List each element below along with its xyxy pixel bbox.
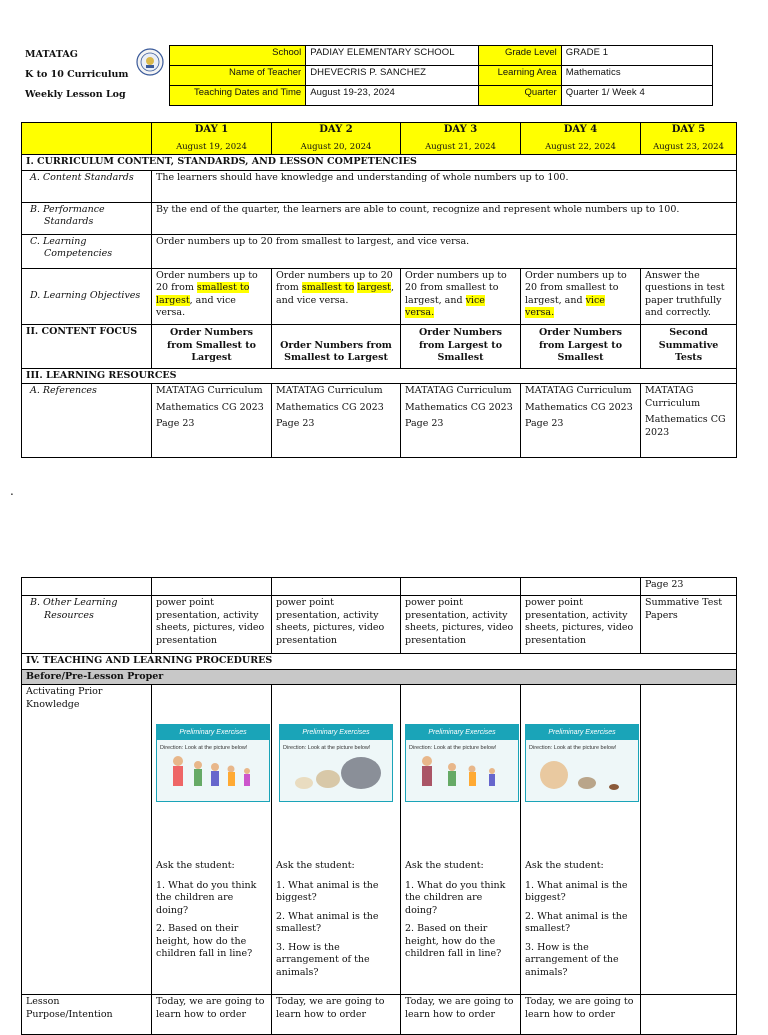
page-separator-dot: . bbox=[10, 484, 14, 498]
objective-day1: Order numbers up to 20 from smallest to largest, and vice versa. bbox=[152, 268, 272, 324]
teacher-value: DHEVECRIS P. SANCHEZ bbox=[306, 66, 479, 86]
quarter-label: Quarter bbox=[479, 86, 561, 106]
header-matatag: MATATAG bbox=[25, 49, 78, 61]
lesson-purpose-day3: Today, we are going to learn how to order bbox=[401, 995, 521, 1035]
section-before-lesson: Before/Pre-Lesson Proper bbox=[22, 669, 737, 685]
references-day4: MATATAG Curriculum Mathematics CG 2023 Page 23 bbox=[521, 384, 641, 458]
lesson-purpose-day5 bbox=[641, 995, 737, 1035]
children-illustration-2 bbox=[412, 751, 512, 795]
header-wll: Weekly Lesson Log bbox=[25, 89, 126, 101]
animals-illustration bbox=[286, 751, 386, 795]
lesson-purpose-day2: Today, we are going to learn how to order bbox=[272, 995, 401, 1035]
references-day5: MATATAG Curriculum Mathematics CG 2023 bbox=[641, 384, 737, 458]
activating-day2: Preliminary Exercises Direction: Look at the picture below! Ask the student: 1. What animal is the biggest? 2. What animal is the smallest? 3. How is the arrangement of the animals? bbox=[272, 685, 401, 995]
focus-day3: Order Numbers from Largest to Smallest bbox=[401, 324, 521, 368]
preliminary-exercise-image-animals-2: Preliminary Exercises Direction: Look at the picture below! bbox=[525, 724, 639, 802]
content-standards-label: A. Content Standards bbox=[22, 170, 152, 202]
learning-objectives-label: D. Learning Objectives bbox=[22, 268, 152, 324]
other-resources-label: B. Other Learning Resources bbox=[22, 596, 152, 654]
section-curriculum: I. CURRICULUM CONTENT, STANDARDS, AND LESSON COMPETENCIES bbox=[22, 155, 737, 171]
day1-header: DAY 1 August 19, 2024 bbox=[152, 123, 272, 155]
lesson-log-table-page2 bbox=[21, 577, 737, 1035]
teacher-label: Name of Teacher bbox=[169, 66, 306, 86]
preliminary-exercise-image-children: Preliminary Exercises Direction: Look at the picture below! bbox=[156, 724, 270, 802]
focus-day2: Order Numbers from Smallest to Largest bbox=[272, 324, 401, 368]
children-illustration bbox=[163, 751, 263, 795]
grade-value: GRADE 1 bbox=[561, 46, 712, 66]
animals-illustration-2 bbox=[532, 751, 632, 795]
day3-header: DAY 3 August 21, 2024 bbox=[401, 123, 521, 155]
grade-label: Grade Level bbox=[479, 46, 561, 66]
carry-cell-day4 bbox=[521, 578, 641, 596]
content-standards-value: The learners should have knowledge and understanding of whole numbers up to 100. bbox=[152, 170, 737, 202]
section-learning-resources: III. LEARNING RESOURCES bbox=[22, 368, 737, 384]
dates-value: August 19-23, 2024 bbox=[306, 86, 479, 106]
other-resources-day5: Summative Test Papers bbox=[641, 596, 737, 654]
learning-competencies-value: Order numbers up to 20 from smallest to largest, and vice versa. bbox=[152, 234, 737, 268]
objective-day4: Order numbers up to 20 from smallest to largest, and vice versa. bbox=[521, 268, 641, 324]
preliminary-exercise-image-children-2: Preliminary Exercises Direction: Look at the picture below! bbox=[405, 724, 519, 802]
objective-day5: Answer the questions in test paper truthfully and correctly. bbox=[641, 268, 737, 324]
references-day2: MATATAG Curriculum Mathematics CG 2023 Page 23 bbox=[272, 384, 401, 458]
performance-standards-value: By the end of the quarter, the learners are able to count, recognize and represent whole numbers up to 100. bbox=[152, 202, 737, 234]
lesson-log-table-page1 bbox=[21, 122, 737, 458]
school-value: PADIAY ELEMENTARY SCHOOL bbox=[306, 46, 479, 66]
performance-standards-label: B. Performance Standards bbox=[22, 202, 152, 234]
day2-header: DAY 2 August 20, 2024 bbox=[272, 123, 401, 155]
quarter-value: Quarter 1/ Week 4 bbox=[561, 86, 712, 106]
references-day3: MATATAG Curriculum Mathematics CG 2023 Page 23 bbox=[401, 384, 521, 458]
deped-seal-icon bbox=[136, 48, 164, 76]
area-label: Learning Area bbox=[479, 66, 561, 86]
section-content-focus: II. CONTENT FOCUS bbox=[22, 324, 152, 368]
preliminary-exercise-image-animals: Preliminary Exercises Direction: Look at the picture below! bbox=[279, 724, 393, 802]
carry-cell-day2 bbox=[272, 578, 401, 596]
day5-header: DAY 5 August 23, 2024 bbox=[641, 123, 737, 155]
other-resources-day2: power point presentation, activity sheets, pictures, video presentation bbox=[272, 596, 401, 654]
school-label: School bbox=[169, 46, 306, 66]
area-value: Mathematics bbox=[561, 66, 712, 86]
other-resources-day4: power point presentation, activity sheets, pictures, video presentation bbox=[521, 596, 641, 654]
references-label: A. References bbox=[22, 384, 152, 458]
focus-day1: Order Numbers from Smallest to Largest bbox=[152, 324, 272, 368]
section-procedures: IV. TEACHING AND LEARNING PROCEDURES bbox=[22, 654, 737, 670]
corner-cell bbox=[22, 123, 152, 155]
carry-cell-label bbox=[22, 578, 152, 596]
header-k10: K to 10 Curriculum bbox=[25, 69, 129, 81]
seal-cell bbox=[136, 46, 169, 106]
activating-day1: Preliminary Exercises Direction: Look at the picture below! Ask the student: 1. What do you think the children are doing? 2. Based on their height, how do the children fall in line? bbox=[152, 685, 272, 995]
learning-competencies-label: C. Learning Competencies bbox=[22, 234, 152, 268]
day4-header: DAY 4 August 22, 2024 bbox=[521, 123, 641, 155]
objective-day3: Order numbers up to 20 from smallest to largest, and vice versa. bbox=[401, 268, 521, 324]
carry-cell-day3 bbox=[401, 578, 521, 596]
dates-label: Teaching Dates and Time bbox=[169, 86, 306, 106]
activating-label: Activating Prior Knowledge bbox=[22, 685, 152, 995]
lesson-purpose-label: Lesson Purpose/Intention bbox=[22, 995, 152, 1035]
focus-day4: Order Numbers from Largest to Smallest bbox=[521, 324, 641, 368]
lesson-purpose-day4: Today, we are going to learn how to order bbox=[521, 995, 641, 1035]
other-resources-day1: power point presentation, activity sheets, pictures, video presentation bbox=[152, 596, 272, 654]
header-table bbox=[21, 45, 713, 106]
lesson-purpose-day1: Today, we are going to learn how to order bbox=[152, 995, 272, 1035]
activating-day5 bbox=[641, 685, 737, 995]
activating-day4: Preliminary Exercises Direction: Look at the picture below! Ask the student: 1. What animal is the biggest? 2. What animal is the smallest? 3. How is the arrangement of the animals? bbox=[521, 685, 641, 995]
other-resources-day3: power point presentation, activity sheets, pictures, video presentation bbox=[401, 596, 521, 654]
carry-cell-day1 bbox=[152, 578, 272, 596]
references-day1: MATATAG Curriculum Mathematics CG 2023 Page 23 bbox=[152, 384, 272, 458]
carry-cell-day5: Page 23 bbox=[641, 578, 737, 596]
objective-day2: Order numbers up to 20 from smallest to largest, and vice versa. bbox=[272, 268, 401, 324]
activating-day3: Preliminary Exercises Direction: Look at the picture below! Ask the student: 1. What do you think the children are doing? 2. Based on their height, how do the children fall in line? bbox=[401, 685, 521, 995]
focus-day5: Second Summative Tests bbox=[641, 324, 737, 368]
